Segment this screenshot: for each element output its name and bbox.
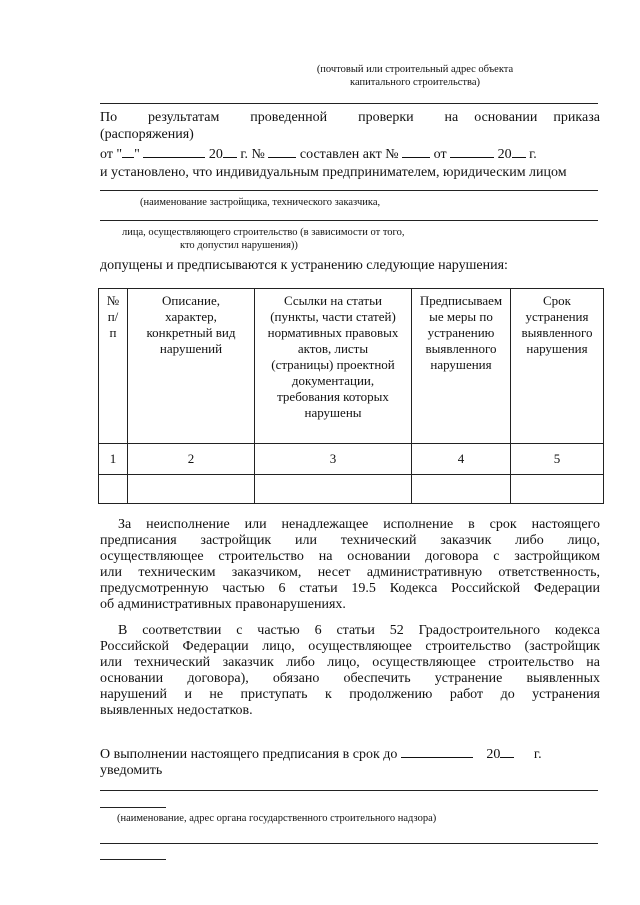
header-line: устранению	[427, 325, 495, 340]
act-year-suffix: г.	[529, 147, 537, 162]
intro-word: результатам	[148, 110, 220, 125]
table-header-row	[99, 289, 604, 444]
header-line: (пункты, части статей)	[270, 309, 396, 324]
act-date-label: от	[433, 147, 447, 162]
table-row	[99, 475, 604, 504]
header-line: выявленного	[521, 325, 593, 340]
year-prefix: 20	[208, 147, 223, 162]
address-caption	[290, 63, 540, 89]
column-number-row	[99, 444, 604, 475]
table-cell[interactable]	[255, 475, 412, 504]
table-cell[interactable]	[128, 475, 255, 504]
header-line: Предписываем	[419, 293, 503, 308]
paragraph-line: За неисполнение или ненадлежащее исполнение в срок настоящего	[118, 517, 600, 532]
header-measures	[412, 289, 511, 444]
table-cell[interactable]	[99, 475, 128, 504]
intro-line-2: (распоряжения)	[100, 127, 194, 142]
order-number-blank[interactable]	[268, 145, 296, 158]
authority-caption: (наименование, адрес органа государственного строительного надзора)	[117, 813, 437, 824]
column-number: 3	[255, 444, 412, 475]
developer-caption-2: лица, осуществляющего строительство (в зависимости от того,	[122, 227, 405, 238]
notify-year-blank[interactable]	[500, 745, 514, 758]
header-line: нормативных правовых	[267, 325, 399, 340]
column-number: 5	[511, 444, 604, 475]
paragraph-line: предписания застройщик или технический заказчик либо лицо,	[100, 533, 600, 548]
act-from-label: от "	[100, 147, 123, 162]
intro-word: По	[100, 110, 118, 125]
header-line: устранения	[525, 309, 589, 324]
header-line: характер,	[165, 309, 217, 324]
column-number: 4	[412, 444, 511, 475]
address-caption-line-1: (почтовый или строительный адрес объекта	[316, 64, 514, 75]
header-line: №	[106, 293, 120, 308]
paragraph-line: нарушений и не приступать к продолжению работ до устранения	[100, 687, 600, 702]
header-line: нарушения	[526, 341, 588, 356]
paragraph-line: или техническим заказчиком, несет административную ответственность,	[100, 565, 600, 580]
act-label: составлен акт №	[299, 147, 399, 162]
header-line: документации,	[291, 373, 375, 388]
violations-table	[98, 288, 604, 504]
quote-close: "	[134, 147, 140, 162]
authority-fill-line[interactable]	[100, 790, 598, 791]
act-number-blank[interactable]	[402, 145, 430, 158]
table-cell[interactable]	[511, 475, 604, 504]
year-blank[interactable]	[223, 145, 237, 158]
header-line: нарушены	[304, 405, 362, 420]
header-line: Срок	[543, 293, 571, 308]
intro-word: проведенной	[250, 110, 328, 125]
intro-word: проверки	[358, 110, 414, 125]
paragraph-line: или технический заказчик либо лицо, осуществляющее строительство на	[100, 655, 600, 670]
day-blank[interactable]	[122, 145, 134, 158]
header-line: Описание,	[162, 293, 220, 308]
act-year-blank[interactable]	[512, 145, 526, 158]
header-line: выявленного	[425, 341, 497, 356]
header-line: (страницы) проектной	[271, 357, 395, 372]
developer-caption-1: (наименование застройщика, технического заказчика,	[140, 197, 381, 208]
paragraph-line: Российской Федерации лицо, осуществляющее строительство (застройщик	[100, 639, 600, 654]
column-number: 1	[99, 444, 128, 475]
header-line: актов, листы	[297, 341, 369, 356]
paragraph-line: осуществляющее строительство на основании договора с застройщиком	[100, 549, 600, 564]
column-number: 2	[128, 444, 255, 475]
notify-line-2: уведомить	[100, 763, 163, 778]
header-line: требования которых	[277, 389, 389, 404]
header-number	[99, 289, 128, 444]
intro-line-1	[100, 110, 600, 126]
authority-fill-line-2[interactable]	[100, 843, 598, 844]
intro-word: на	[444, 110, 459, 125]
notify-text: О выполнении настоящего предписания в срок до	[100, 747, 398, 762]
notify-line	[100, 745, 600, 763]
developer-caption-3: кто допустил нарушения))	[180, 240, 298, 251]
developer-fill-line[interactable]	[100, 190, 598, 191]
header-line: конкретный вид	[146, 325, 236, 340]
header-line: нарушения	[430, 357, 492, 372]
liability-paragraph	[100, 517, 600, 613]
header-line: п	[109, 325, 117, 340]
short-rule	[100, 807, 166, 808]
order-number-label: г. №	[240, 147, 265, 162]
table-cell[interactable]	[412, 475, 511, 504]
paragraph-line: выявленных недостатков.	[100, 703, 253, 718]
developer-fill-line-2[interactable]	[100, 220, 598, 221]
obligation-paragraph	[100, 623, 600, 719]
header-deadline	[511, 289, 604, 444]
act-date-blank[interactable]	[450, 145, 494, 158]
act-year-prefix: 20	[497, 147, 512, 162]
short-rule-2	[100, 859, 166, 860]
paragraph-line: основании договора), обязано обеспечить устранение выявленных	[100, 671, 600, 686]
address-caption-line-2: капитального строительства)	[350, 77, 480, 88]
paragraph-line: В соответствии с частью 6 статьи 52 Градостроительного кодекса	[118, 623, 600, 638]
header-line: нарушений	[159, 341, 223, 356]
header-line: Ссылки на статьи	[284, 293, 382, 308]
header-description	[128, 289, 255, 444]
header-line: ые меры по	[429, 309, 493, 324]
month-blank[interactable]	[143, 145, 205, 158]
act-line	[100, 145, 600, 163]
notify-year-prefix: 20	[486, 747, 501, 762]
established-line: и установлено, что индивидуальным предпринимателем, юридическим лицом	[100, 165, 567, 180]
intro-word: приказа	[553, 110, 600, 125]
paragraph-line: предусмотренную частью 6 статьи 19.5 Кодекса Российской Федерации	[100, 581, 600, 596]
notify-year-suffix: г.	[533, 747, 542, 762]
divider-line	[100, 103, 598, 104]
header-line: п/	[107, 309, 119, 324]
notify-date-blank[interactable]	[401, 745, 473, 758]
header-references	[255, 289, 412, 444]
paragraph-line: об административных правонарушениях.	[100, 597, 346, 612]
intro-word: основании	[474, 110, 538, 125]
allowed-line: допущены и предписываются к устранению следующие нарушения:	[100, 258, 508, 273]
